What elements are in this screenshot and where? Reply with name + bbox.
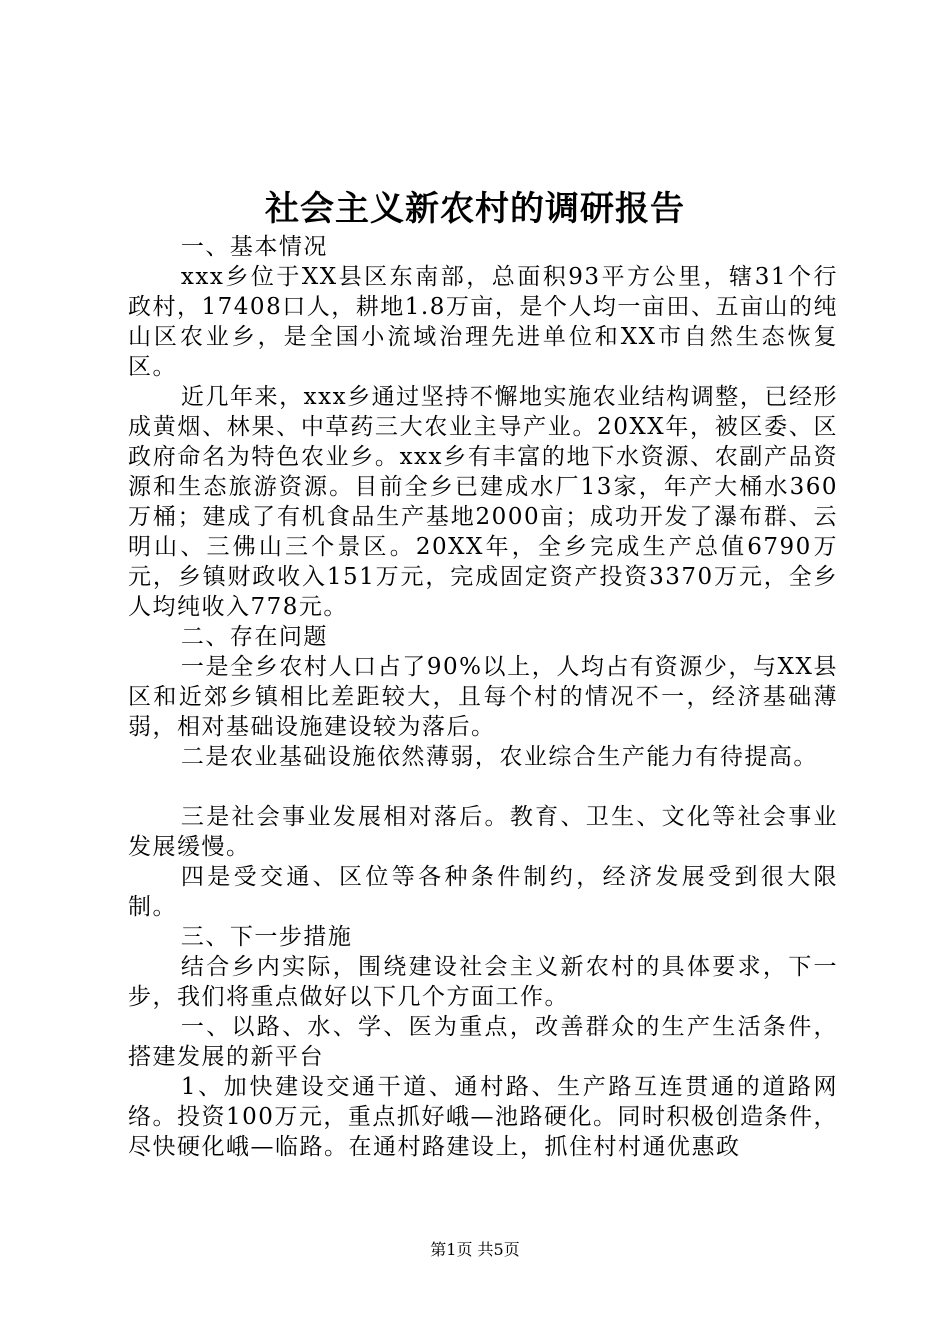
paragraph-problem-three: 三是社会事业发展相对落后。教育、卫生、文化等社会事业发展缓慢。 (128, 804, 838, 860)
page-number-footer: 第1页 共5页 (430, 1240, 520, 1259)
section-heading-existing-problems: 二、存在问题 (180, 624, 328, 650)
section-heading-basic-situation: 一、基本情况 (180, 234, 328, 260)
paragraph-next-steps-intro: 结合乡内实际，围绕建设社会主义新农村的具体要求，下一步，我们将重点做好以下几个方面工作。 (128, 954, 838, 1010)
paragraph-measure-one: 一、以路、水、学、医为重点，改善群众的生产生活条件，搭建发展的新平台 (128, 1014, 838, 1070)
document-title: 社会主义新农村的调研报告 (265, 189, 685, 229)
paragraph-problem-two: 二是农业基础设施依然薄弱，农业综合生产能力有待提高。 (180, 744, 818, 770)
paragraph-recent-years: 近几年来，xxx乡通过坚持不懈地实施农业结构调整，已经形成黄烟、林果、中草药三大农业主导产业。20XX年，被区委、区政府命名为特色农业乡。xxx乡有丰富的地下水资源、农副产品资源和生态旅游资源。目前全乡已建成水厂13家，年产大桶水360万桶；建成了有机食品生产基地2000亩；成功开发了瀑布群、云明山、三佛山三个景区。20XX年，全乡完成生产总值6790万元，乡镇财政收入151万元，完成固定资产投资3370万元，全乡人均纯收入778元。 (128, 384, 838, 620)
paragraph-problem-one: 一是全乡农村人口占了90%以上，人均占有资源少，与XX县区和近郊乡镇相比差距较大，且每个村的情况不一，经济基础薄弱，相对基础设施建设较为落后。 (128, 654, 838, 740)
section-heading-next-steps: 三、下一步措施 (180, 924, 353, 950)
paragraph-overview: xxx乡位于XX县区东南部，总面积93平方公里，辖31个行政村，17408口人，耕地1.8万亩，是个人均一亩田、五亩山的纯山区农业乡，是全国小流域治理先进单位和XX市自然生态恢复区。 (128, 264, 838, 380)
document-body (128, 232, 838, 1162)
paragraph-measure-one-item-1: 1、加快建设交通干道、通村路、生产路互连贯通的道路网络。投资100万元，重点抓好峨—池路硬化。同时积极创造条件，尽快硬化峨—临路。在通村路建设上，抓住村村通优惠政 (128, 1074, 838, 1160)
paragraph-problem-four: 四是受交通、区位等各种条件制约，经济发展受到很大限制。 (128, 864, 838, 920)
